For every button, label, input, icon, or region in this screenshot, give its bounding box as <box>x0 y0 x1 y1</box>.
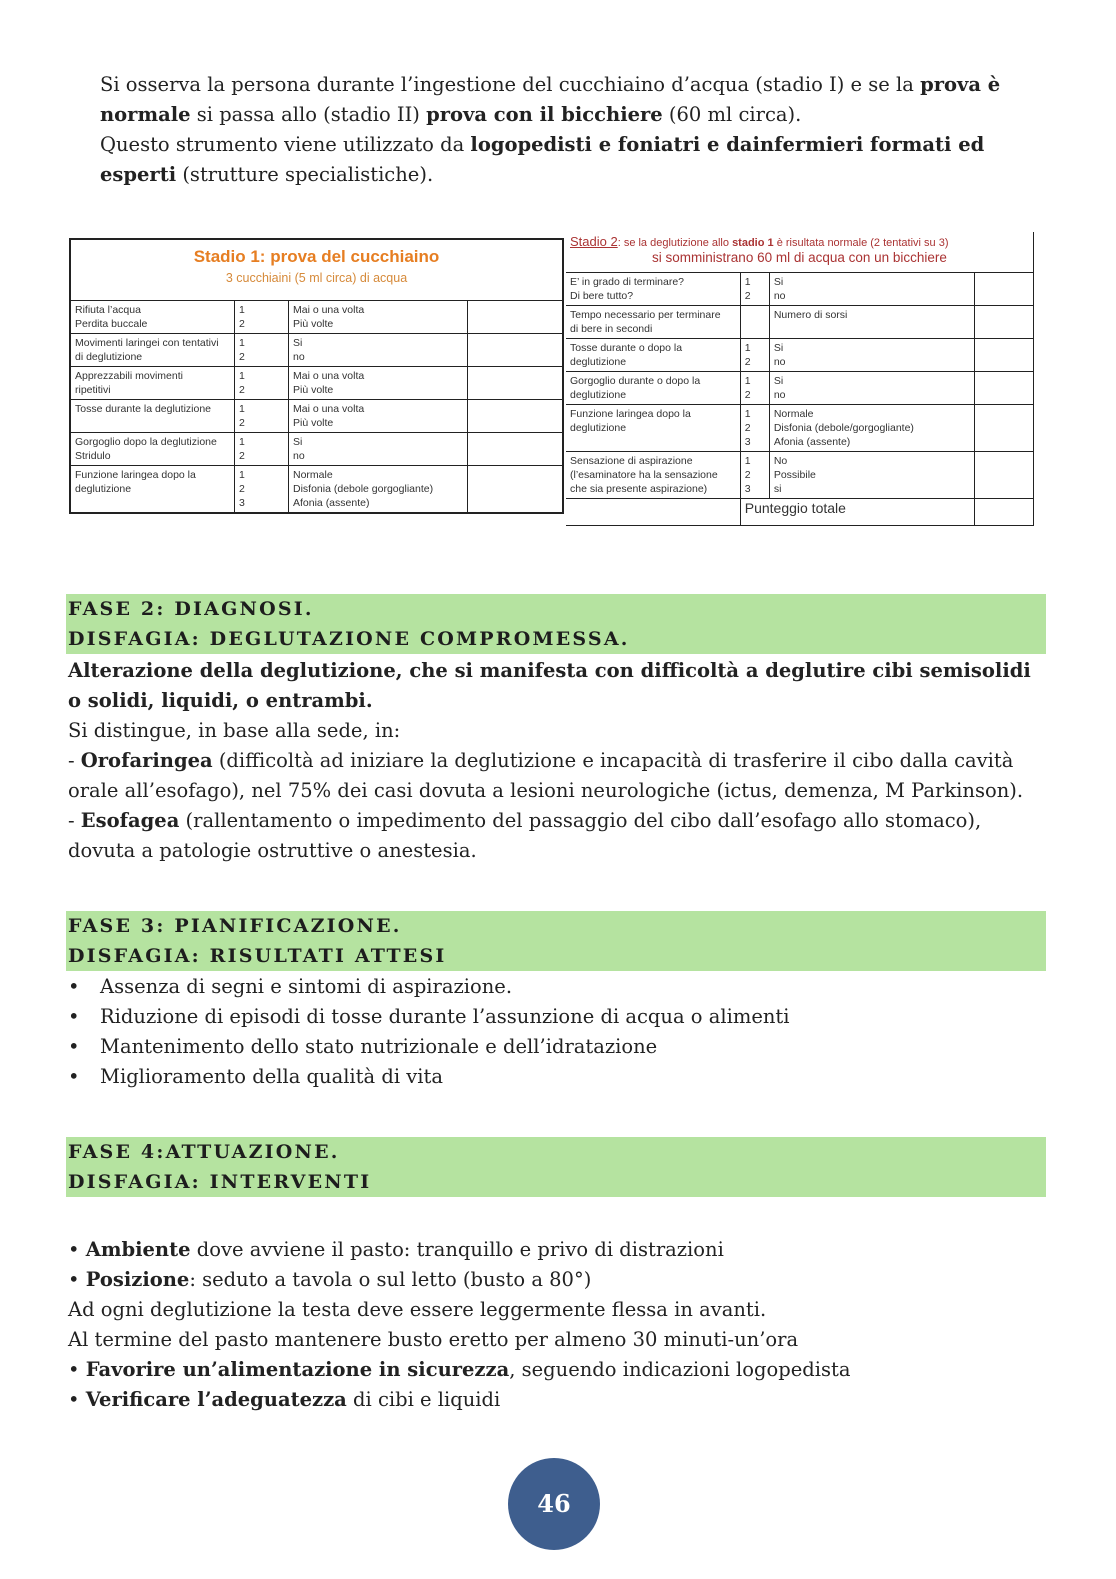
score-cell <box>740 339 769 372</box>
item-cell <box>566 306 740 339</box>
answer-cell-line: Numero di sorsi <box>773 309 848 321</box>
item-cell-line: Perdita buccale <box>75 318 148 330</box>
answer-cell <box>289 466 468 514</box>
item-cell <box>70 466 235 514</box>
total-score-cell <box>974 499 1033 526</box>
answer-cell-line: si <box>773 483 782 495</box>
score-cell-line: 1 <box>239 469 245 481</box>
score-cell-line: 2 <box>239 417 245 429</box>
fase4-line: Al termine del pasto mantenere busto eretto per almeno 30 minuti-un’ora <box>68 1328 799 1351</box>
score-cell-line: 1 <box>744 455 751 467</box>
score-cell <box>235 400 289 433</box>
answer-cell <box>289 400 468 433</box>
fase4-subtitle: DISFAGIA: INTERVENTI <box>68 1171 372 1193</box>
intro-text: si passa allo (stadio II) <box>190 103 427 126</box>
orofaringea-text: (difficoltà ad iniziare la deglutizione e incapacità di trasferire il cibo dalla cavità orale all’esofago), nel 75% dei casi dovuta a lesioni neurologiche (ictus, demenza, M Parkinson). <box>68 749 1024 802</box>
posizione-label: Posizione <box>85 1268 190 1291</box>
bullet-icon: • <box>68 1005 80 1028</box>
dash: - <box>68 809 81 832</box>
item-cell-line: E’ in grado di terminare? <box>570 276 685 288</box>
item-cell-line: deglutizione <box>570 389 627 401</box>
fase3-heading <box>66 911 1046 971</box>
answer-cell <box>289 367 468 400</box>
sicurezza-label: Favorire un’alimentazione in sicurezza <box>85 1358 510 1381</box>
score-cell-line: 1 <box>239 403 245 415</box>
answer-cell-line: Mai o una volta <box>293 403 365 415</box>
score-cell-line: 1 <box>744 276 751 288</box>
fase2-definition: Alterazione della deglutizione, che si manifesta con difficoltà a deglutire cibi semisolidi o solidi, liquidi, o entrambi. <box>68 659 1031 712</box>
score-cell-line: 2 <box>744 356 751 368</box>
list-item <box>68 1032 790 1062</box>
table-row <box>566 339 1034 372</box>
score-cell-line: 3 <box>744 483 751 495</box>
dash: - <box>68 749 81 772</box>
answer-cell-line: Normale <box>773 408 814 420</box>
bullet-icon: • <box>68 1358 80 1381</box>
answer-cell-line: Mai o una volta <box>293 304 365 316</box>
score-cell-line: 1 <box>239 304 245 316</box>
item-cell-line: Apprezzabili movimenti <box>75 370 183 382</box>
item-cell <box>566 339 740 372</box>
table-row <box>70 301 563 334</box>
answer-cell-line: no <box>773 290 786 302</box>
fase2-subtitle: DISFAGIA: DEGLUTAZIONE COMPROMESSA. <box>68 628 630 650</box>
stadio2-subtitle: si somministrano 60 ml di acqua con un bicchiere <box>652 250 947 265</box>
item-cell-line: Funzione laringea dopo la <box>75 469 196 481</box>
blank-cell <box>468 301 564 334</box>
ambiente-text: dove avviene il pasto: tranquillo e privo di distrazioni <box>190 1238 724 1261</box>
answer-cell-line: Si <box>293 436 303 448</box>
score-cell-line: 1 <box>239 436 245 448</box>
answer-cell-line: Più volte <box>293 417 334 429</box>
stadio1-table <box>69 238 564 514</box>
score-cell <box>235 367 289 400</box>
table-row <box>70 433 563 466</box>
item-cell-line: Di bere tutto? <box>570 290 634 302</box>
fase3-title: FASE 3: PIANIFICAZIONE. <box>68 915 402 937</box>
score-cell <box>235 334 289 367</box>
stadio1-header <box>70 239 563 301</box>
stadio2-title-a: Stadio 2 <box>570 234 618 249</box>
bullet-icon: • <box>68 1268 80 1291</box>
intro-text: Questo strumento viene utilizzato da <box>100 133 471 156</box>
bullet-icon: • <box>68 1388 80 1411</box>
item-cell-line: di bere in secondi <box>570 323 653 335</box>
answer-cell-line: Si <box>773 276 784 288</box>
intro-bold: prova con il bicchiere <box>426 103 663 126</box>
answer-cell <box>769 372 974 405</box>
table-row <box>70 334 563 367</box>
item-cell-line: Tosse durante o dopo la <box>570 342 683 354</box>
score-cell <box>740 405 769 452</box>
list-item <box>68 972 790 1002</box>
table-row <box>566 405 1034 452</box>
item-cell <box>566 273 740 306</box>
esofagea-text: (rallentamento o impedimento del passaggio del cibo dall’esofago allo stomaco), dovuta a patologie ostruttive o anestesia. <box>68 809 982 862</box>
item-cell <box>70 334 235 367</box>
item-cell-line: (l’esaminatore ha la sensazione <box>570 469 718 481</box>
score-cell-line: 1 <box>239 370 245 382</box>
item-cell-line: Movimenti laringei con tentativi <box>75 337 219 349</box>
item-cell-line: Gorgoglio durante o dopo la <box>570 375 701 387</box>
fase2-intro: Si distingue, in base alla sede, in: <box>68 719 401 742</box>
item-cell-line: Tosse durante la deglutizione <box>75 403 212 415</box>
score-cell-line: 2 <box>744 469 751 481</box>
posizione-text: : seduto a tavola o sul letto (busto a 80°) <box>189 1268 592 1291</box>
item-cell <box>70 301 235 334</box>
bullet-text: Miglioramento della qualità di vita <box>100 1065 443 1088</box>
blank-cell <box>974 306 1033 339</box>
intro-bold: logopedisti e foniatri e dainfermieri formati ed esperti <box>100 133 985 186</box>
answer-cell <box>289 433 468 466</box>
list-item <box>68 1062 790 1092</box>
stadio1-subtitle: 3 cucchiaini (5 ml circa) di acqua <box>225 271 408 285</box>
fase4-title: FASE 4:ATTUAZIONE. <box>68 1141 340 1163</box>
intro-paragraph <box>100 70 1050 190</box>
adeguatezza-label: Verificare l’adeguatezza <box>85 1388 347 1411</box>
score-cell-line: 1 <box>744 408 751 420</box>
bullet-text: Riduzione di episodi di tosse durante l’assunzione di acqua o alimenti <box>100 1005 790 1028</box>
answer-cell <box>769 306 974 339</box>
blank-cell <box>468 433 564 466</box>
score-cell-line: 2 <box>744 422 751 434</box>
item-cell-line: Sensazione di aspirazione <box>570 455 693 467</box>
item-cell-line: ripetitivi <box>75 384 111 396</box>
item-cell-line: deglutizione <box>570 422 627 434</box>
list-item <box>68 1002 790 1032</box>
total-label: Punteggio totale <box>740 499 974 526</box>
score-cell <box>235 301 289 334</box>
table-row <box>70 400 563 433</box>
item-cell <box>70 367 235 400</box>
table-row <box>70 466 563 514</box>
item-cell-line: che sia presente aspirazione) <box>570 483 708 495</box>
fase3-bullet-list <box>68 972 790 1092</box>
table-row <box>566 306 1034 339</box>
answer-cell-line: Si <box>773 342 784 354</box>
answer-cell-line: Si <box>293 337 303 349</box>
blank-cell <box>468 400 564 433</box>
answer-cell-line: Più volte <box>293 384 334 396</box>
table-row <box>566 372 1034 405</box>
score-cell <box>740 273 769 306</box>
answer-cell <box>289 301 468 334</box>
answer-cell-line: Afonia (assente) <box>773 436 851 448</box>
table-row <box>566 452 1034 499</box>
answer-cell-line: Normale <box>293 469 333 481</box>
answer-cell-line: no <box>773 356 786 368</box>
total-empty-cell <box>566 499 740 526</box>
answer-cell-line: no <box>773 389 786 401</box>
score-cell-line: 1 <box>744 375 751 387</box>
answer-cell <box>289 334 468 367</box>
sicurezza-text: , seguendo indicazioni logopedista <box>509 1358 851 1381</box>
bullet-icon: • <box>68 1035 80 1058</box>
item-cell <box>566 372 740 405</box>
score-cell-line: 1 <box>744 342 751 354</box>
intro-text: (strutture specialistiche). <box>176 163 434 186</box>
score-cell-line: 3 <box>744 436 751 448</box>
blank-cell <box>468 334 564 367</box>
answer-cell-line: Mai o una volta <box>293 370 365 382</box>
intro-bold: prova è normale <box>100 73 1001 126</box>
answer-cell-line: Afonia (assente) <box>293 497 370 509</box>
answer-cell-line: No <box>773 455 788 467</box>
fase2-body <box>68 656 1048 866</box>
answer-cell-line: no <box>293 450 305 462</box>
score-cell-line: 1 <box>239 337 245 349</box>
score-cell <box>740 452 769 499</box>
blank-cell <box>974 452 1033 499</box>
answer-cell-line: Più volte <box>293 318 334 330</box>
stadio2-title-b: : se la deglutizione allo <box>617 237 733 249</box>
stadio2-title-c: stadio 1 <box>732 237 774 249</box>
fase4-heading <box>66 1137 1046 1197</box>
answer-cell-line: no <box>293 351 305 363</box>
fase2-heading <box>66 594 1046 654</box>
adeguatezza-text: di cibi e liquidi <box>346 1388 501 1411</box>
stadio2-title <box>570 234 1029 251</box>
score-cell-line: 3 <box>239 497 245 509</box>
blank-cell <box>468 466 564 514</box>
answer-cell-line: Possibile <box>773 469 816 481</box>
item-cell <box>70 400 235 433</box>
score-cell-line: 2 <box>744 389 751 401</box>
bullet-icon: • <box>68 975 80 998</box>
intro-text: (60 ml circa). <box>662 103 802 126</box>
score-cell <box>235 433 289 466</box>
score-cell-line: 2 <box>239 450 245 462</box>
score-cell <box>740 306 769 339</box>
score-cell-line: 2 <box>239 483 245 495</box>
stadio2-title-d: è risultata normale (2 tentativi su 3) <box>773 237 949 249</box>
fase3-subtitle: DISFAGIA: RISULTATI ATTESI <box>68 945 447 967</box>
item-cell-line: Rifiuta l’acqua <box>75 304 141 316</box>
fase4-line: Ad ogni deglutizione la testa deve essere leggermente flessa in avanti. <box>68 1298 767 1321</box>
blank-cell <box>468 367 564 400</box>
table-row <box>566 273 1034 306</box>
item-cell-line: deglutizione <box>75 483 132 495</box>
blank-cell <box>974 372 1033 405</box>
answer-cell <box>769 273 974 306</box>
item-cell-line: di deglutizione <box>75 351 143 363</box>
page-number: 46 <box>508 1458 600 1550</box>
stadio1-title: Stadio 1: prova del cucchiaino <box>193 247 440 266</box>
bullet-text: Assenza di segni e sintomi di aspirazione. <box>100 975 513 998</box>
item-cell <box>70 433 235 466</box>
score-cell-line: 2 <box>239 351 245 363</box>
fase4-body <box>68 1235 1048 1415</box>
item-cell-line: Tempo necessario per terminare <box>570 309 721 321</box>
score-cell <box>740 372 769 405</box>
answer-cell-line: Disfonia (debole/gorgogliante) <box>773 422 914 434</box>
table-row <box>70 367 563 400</box>
answer-cell <box>769 452 974 499</box>
stadio2-table <box>566 232 1034 526</box>
orofaringea-label: Orofaringea <box>80 749 213 772</box>
answer-cell-line: Si <box>773 375 784 387</box>
score-cell <box>235 466 289 514</box>
blank-cell <box>974 273 1033 306</box>
item-cell <box>566 452 740 499</box>
score-cell-line: 2 <box>239 384 245 396</box>
bullet-icon: • <box>68 1065 80 1088</box>
fase2-title: FASE 2: DIAGNOSI. <box>68 598 314 620</box>
answer-cell-line: Disfonia (debole gorgogliante) <box>293 483 434 495</box>
score-cell-line: 2 <box>239 318 245 330</box>
item-cell-line: Stridulo <box>75 450 111 462</box>
item-cell <box>566 405 740 452</box>
item-cell-line: Gorgoglio dopo la deglutizione <box>75 436 217 448</box>
score-cell-line: 2 <box>744 290 751 302</box>
answer-cell <box>769 339 974 372</box>
ambiente-label: Ambiente <box>85 1238 191 1261</box>
item-cell-line: deglutizione <box>570 356 627 368</box>
intro-text: Si osserva la persona durante l’ingestione del cucchiaino d’acqua (stadio I) e se la <box>100 73 921 96</box>
bullet-text: Mantenimento dello stato nutrizionale e dell’idratazione <box>100 1035 658 1058</box>
bullet-icon: • <box>68 1238 80 1261</box>
blank-cell <box>974 405 1033 452</box>
item-cell-line: Funzione laringea dopo la <box>570 408 691 420</box>
answer-cell <box>769 405 974 452</box>
stadio2-header <box>566 232 1034 273</box>
blank-cell <box>974 339 1033 372</box>
esofagea-label: Esofagea <box>80 809 180 832</box>
